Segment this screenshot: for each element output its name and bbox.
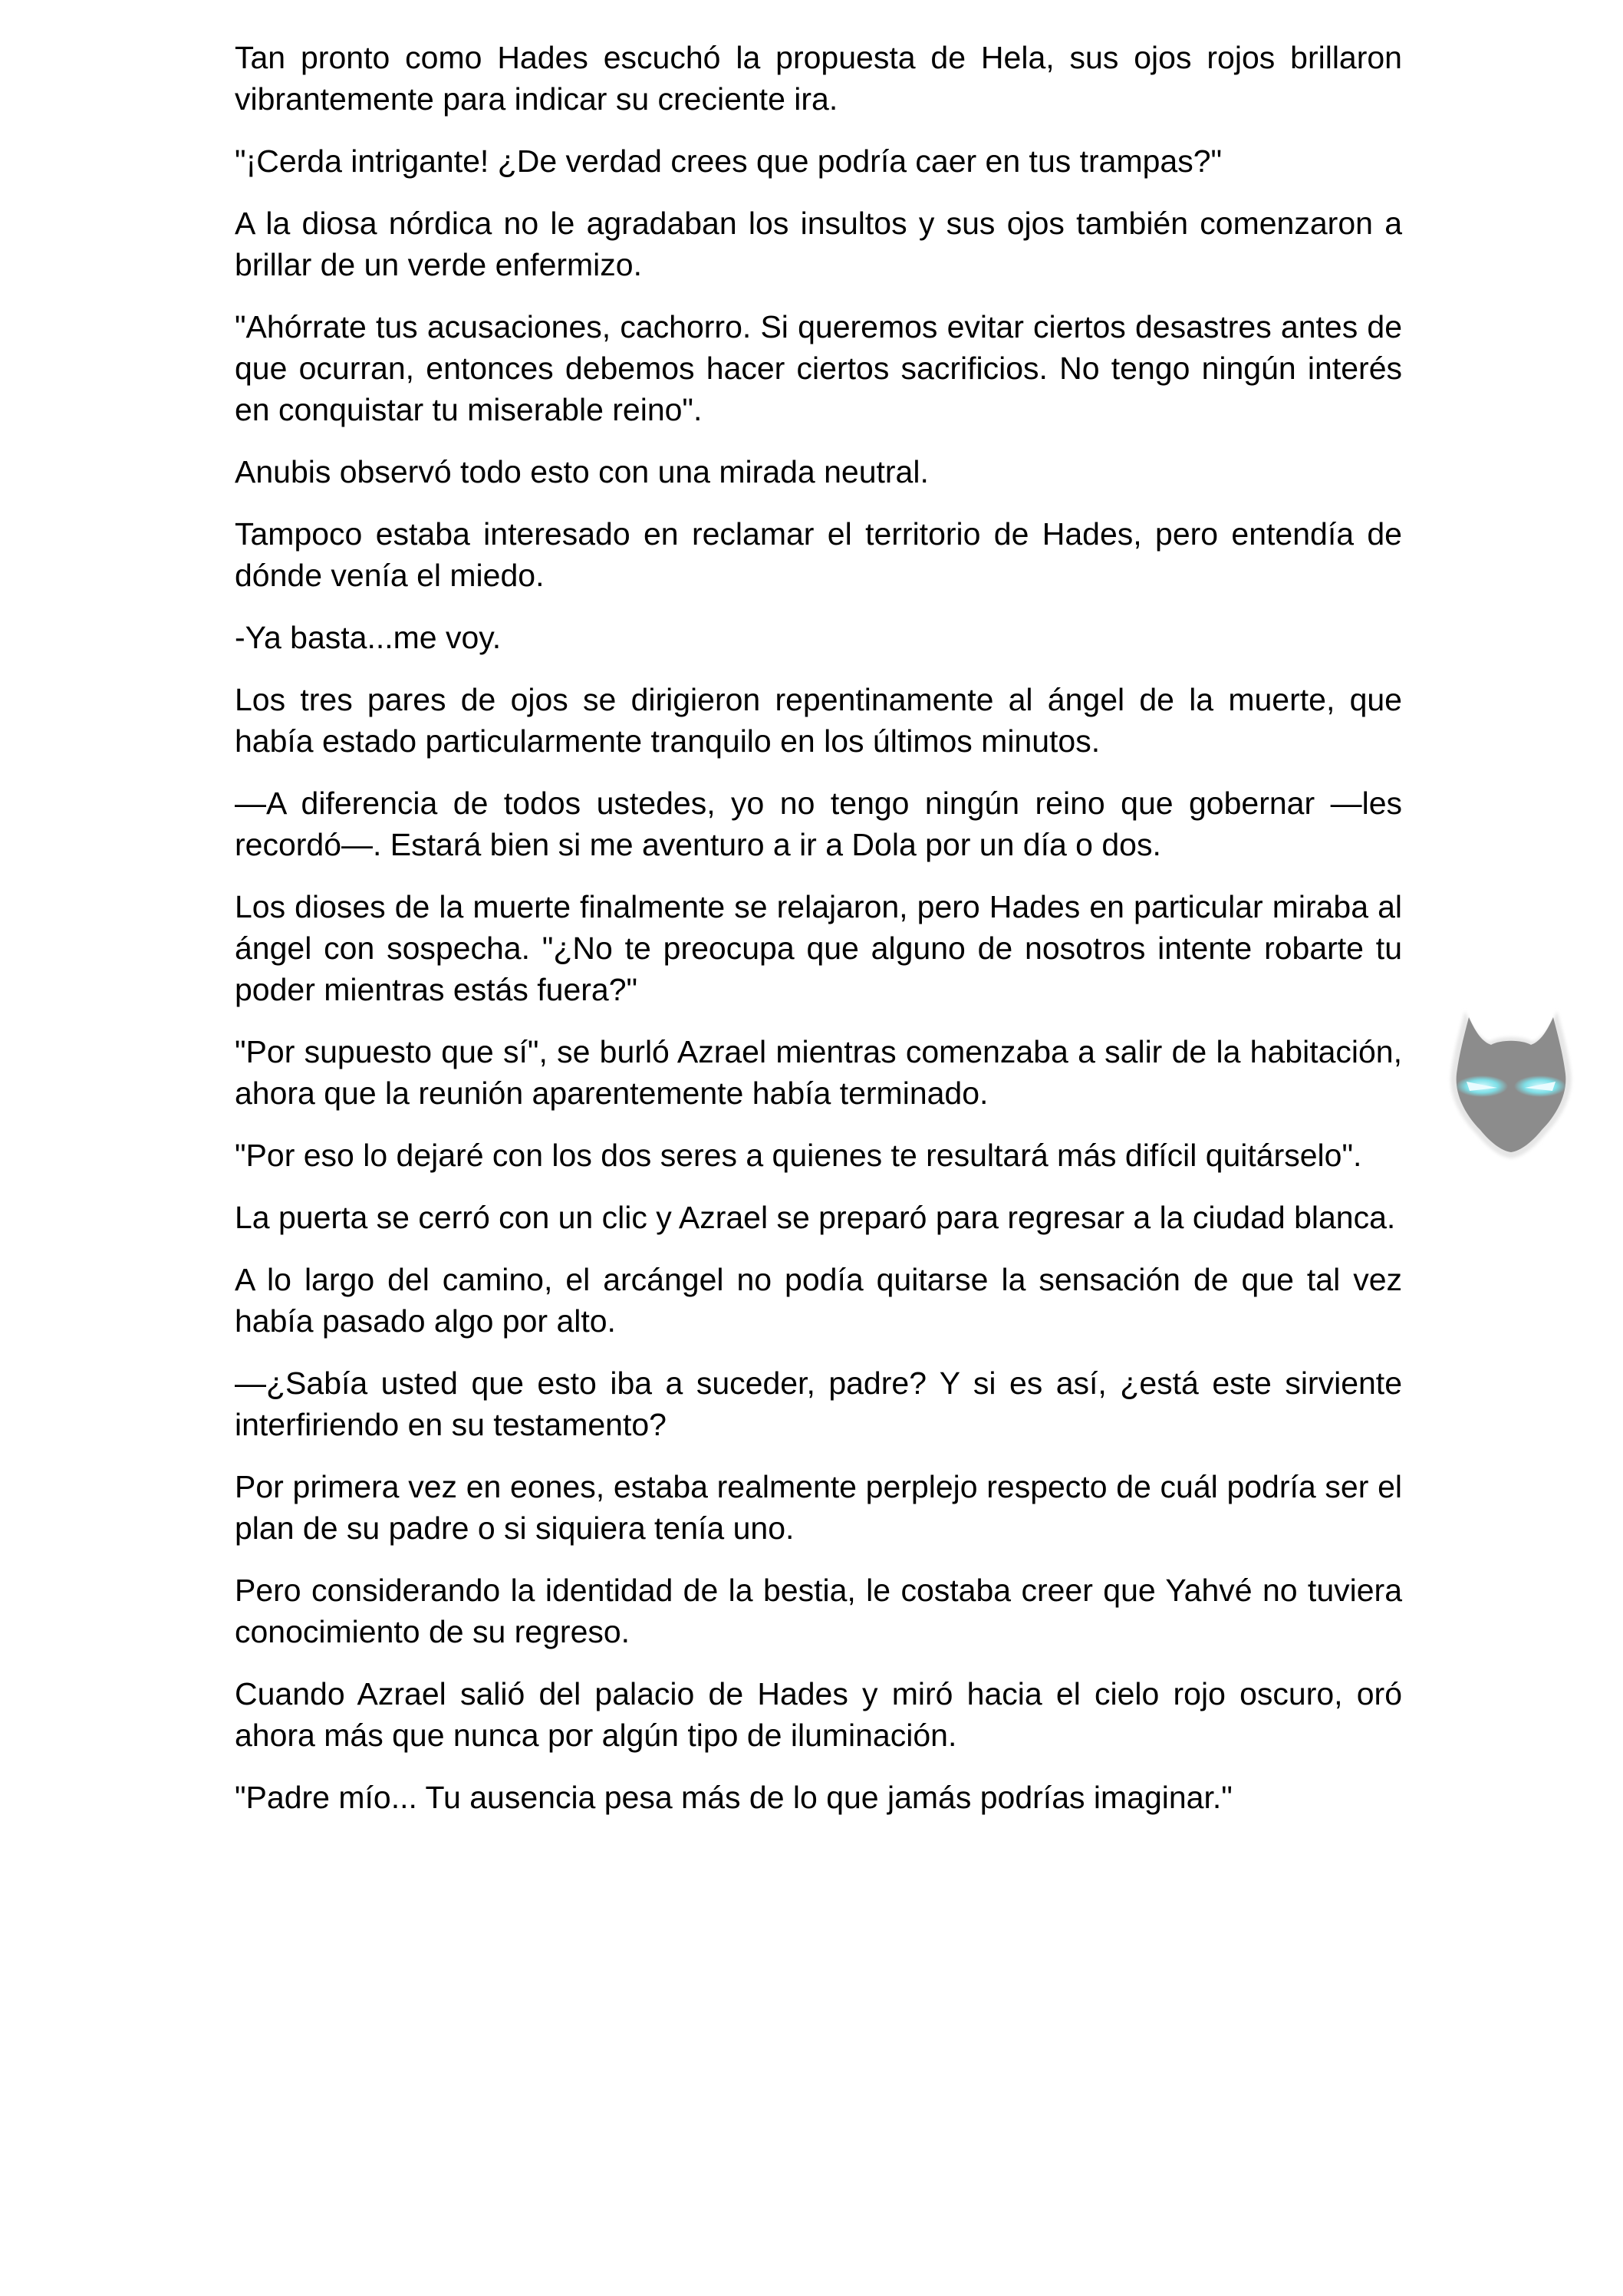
paragraph: Tan pronto como Hades escuchó la propuesta de Hela, sus ojos rojos brillaron vibrantemente para indicar su creciente ira.	[235, 40, 1402, 117]
paragraph: Los tres pares de ojos se dirigieron repentinamente al ángel de la muerte, que había estado particularmente tranquilo en los últimos minutos.	[235, 682, 1402, 759]
paragraph: Los dioses de la muerte finalmente se relajaron, pero Hades en particular miraba al ángel con sospecha. "¿No te preocupa que alguno de nosotros intente robarte tu poder mientras estás fuera?"	[235, 889, 1402, 1007]
demon-head-icon	[1434, 996, 1588, 1164]
paragraph: "Por supuesto que sí", se burló Azrael mientras comenzaba a salir de la habitación, ahora que la reunión aparentemente había terminado.	[235, 1034, 1402, 1111]
paragraph: A lo largo del camino, el arcángel no podía quitarse la sensación de que tal vez había pasado algo por alto.	[235, 1262, 1402, 1339]
paragraph: La puerta se cerró con un clic y Azrael se preparó para regresar a la ciudad blanca.	[235, 1200, 1396, 1235]
paragraph: —A diferencia de todos ustedes, yo no tengo ningún reino que gobernar —les recordó—. Estará bien si me aventuro a ir a Dola por un día o dos.	[235, 786, 1402, 862]
paragraph: "Por eso lo dejaré con los dos seres a quienes te resultará más difícil quitárselo".	[235, 1138, 1362, 1173]
paragraph: —¿Sabía usted que esto iba a suceder, padre? Y si es así, ¿está este sirviente interfiriendo en su testamento?	[235, 1365, 1402, 1442]
story-text	[235, 37, 1402, 1839]
paragraph: Anubis observó todo esto con una mirada neutral.	[235, 454, 929, 489]
paragraph: "Padre mío... Tu ausencia pesa más de lo que jamás podrías imaginar."	[235, 1780, 1233, 1815]
paragraph: "Ahórrate tus acusaciones, cachorro. Si queremos evitar ciertos desastres antes de que ocurran, entonces debemos hacer ciertos sacrificios. No tengo ningún interés en conquistar tu miserable reino".	[235, 309, 1402, 427]
paragraph: Por primera vez en eones, estaba realmente perplejo respecto de cuál podría ser el plan de su padre o si siquiera tenía uno.	[235, 1469, 1402, 1546]
paragraph: "¡Cerda intrigante! ¿De verdad crees que podría caer en tus trampas?"	[235, 143, 1223, 179]
paragraph: -Ya basta...me voy.	[235, 620, 502, 655]
paragraph: A la diosa nórdica no le agradaban los insultos y sus ojos también comenzaron a brillar de un verde enfermizo.	[235, 206, 1402, 282]
paragraph: Cuando Azrael salió del palacio de Hades y miró hacia el cielo rojo oscuro, oró ahora más que nunca por algún tipo de iluminación.	[235, 1676, 1402, 1753]
paragraph: Pero considerando la identidad de la bestia, le costaba creer que Yahvé no tuviera conocimiento de su regreso.	[235, 1573, 1402, 1649]
paragraph: Tampoco estaba interesado en reclamar el territorio de Hades, pero entendía de dónde venía el miedo.	[235, 516, 1402, 593]
